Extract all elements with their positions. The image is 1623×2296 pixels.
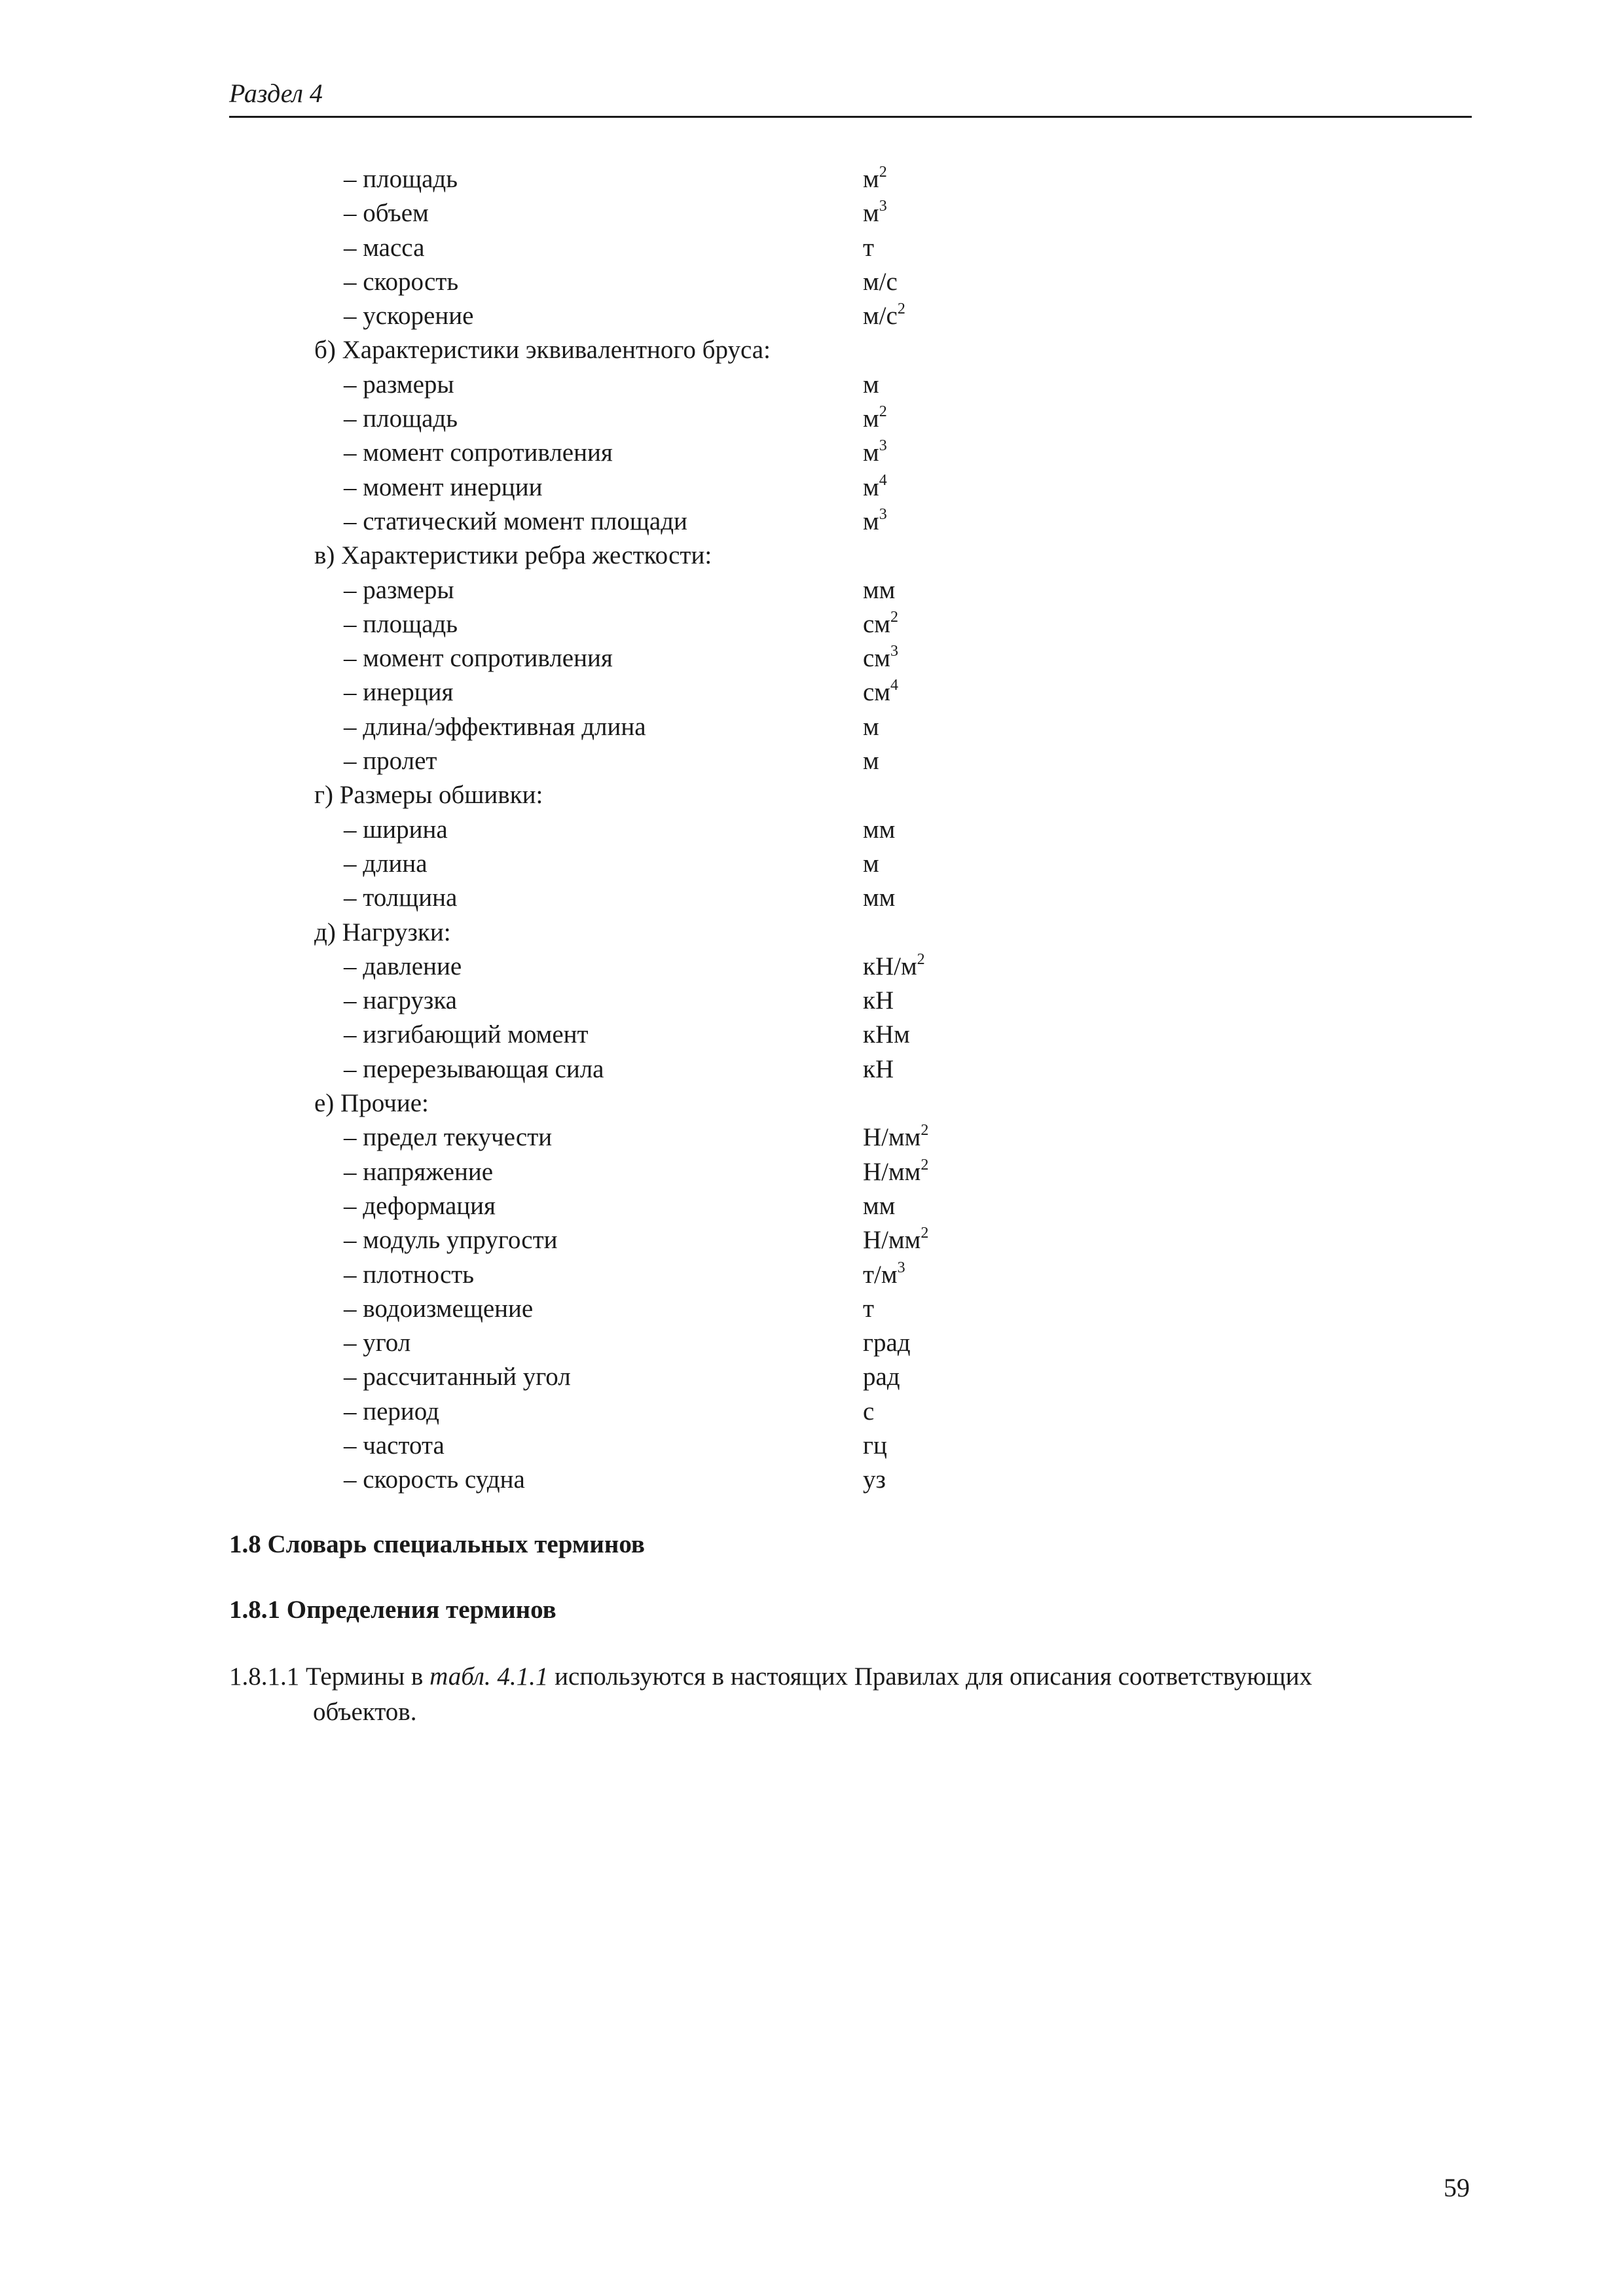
unit-row — [314, 641, 1427, 675]
unit-value — [863, 1292, 874, 1326]
quantity-label: – деформация — [344, 1191, 496, 1220]
unit-row — [314, 436, 1427, 470]
unit-symbol: м/с — [863, 302, 898, 331]
unit-symbol: см — [863, 609, 890, 638]
unit-value — [863, 162, 887, 196]
unit-symbol: кН/м — [863, 952, 917, 980]
quantity-label: – объем — [344, 199, 429, 228]
group-label: г) Размеры обшивки: — [314, 781, 543, 810]
unit-row — [314, 675, 1427, 709]
group-label: е) Прочие: — [314, 1089, 429, 1118]
unit-row — [314, 984, 1427, 1018]
unit-row — [314, 196, 1427, 230]
unit-row — [314, 505, 1427, 539]
unit-row — [314, 265, 1427, 299]
unit-row — [314, 299, 1427, 333]
unit-value — [863, 1326, 911, 1360]
unit-value — [863, 231, 874, 265]
quantity-label: – ширина — [344, 815, 448, 844]
unit-symbol: кН — [863, 986, 894, 1015]
unit-row — [314, 573, 1427, 607]
unit-value — [863, 744, 879, 778]
unit-value — [863, 1429, 887, 1463]
unit-value — [863, 196, 887, 230]
unit-exponent: 2 — [897, 300, 905, 318]
unit-value — [863, 573, 895, 607]
unit-symbol: уз — [863, 1465, 886, 1494]
unit-row — [314, 1429, 1427, 1463]
unit-value — [863, 1223, 928, 1257]
unit-value — [863, 1189, 895, 1223]
group-label: б) Характеристики эквивалентного бруса: — [314, 336, 771, 365]
unit-symbol: см — [863, 644, 890, 673]
quantity-label: – площадь — [344, 404, 458, 433]
unit-symbol: Н/мм — [863, 1157, 921, 1186]
unit-exponent: 4 — [890, 677, 898, 694]
quantity-label: – площадь — [344, 609, 458, 638]
unit-exponent: 2 — [921, 1225, 929, 1242]
quantity-label: – толщина — [344, 884, 458, 912]
quantity-label: – длина/эффективная длина — [344, 712, 646, 741]
group-label: д) Нагрузки: — [314, 918, 451, 946]
unit-value — [863, 505, 887, 539]
quantity-label: – размеры — [344, 575, 454, 604]
unit-symbol: м — [863, 165, 879, 193]
paragraph-text-before: Термины в — [299, 1662, 430, 1691]
unit-value — [863, 368, 879, 402]
unit-symbol: м — [863, 404, 879, 433]
unit-symbol: мм — [863, 815, 896, 844]
unit-row — [314, 950, 1427, 984]
unit-symbol: м — [863, 439, 879, 467]
quantity-label: – рассчитанный угол — [344, 1363, 571, 1391]
unit-row — [314, 1326, 1427, 1360]
unit-row — [314, 847, 1427, 881]
unit-value — [863, 984, 894, 1018]
unit-row — [314, 1463, 1427, 1497]
quantity-label: – ускорение — [344, 302, 474, 331]
unit-exponent: 2 — [917, 950, 925, 968]
section-header: Раздел 4 — [229, 79, 323, 108]
unit-symbol: Н/мм — [863, 1123, 921, 1152]
unit-symbol: м — [863, 507, 879, 535]
unit-symbol: рад — [863, 1363, 900, 1391]
paragraph-number: 1.8.1.1 — [229, 1662, 300, 1691]
unit-value — [863, 299, 905, 333]
unit-value — [863, 1258, 905, 1292]
unit-symbol: т — [863, 233, 875, 262]
unit-value — [863, 1052, 894, 1086]
quantity-label: – длина — [344, 849, 428, 878]
unit-row — [314, 1052, 1427, 1086]
unit-row — [314, 402, 1427, 436]
unit-row — [314, 1155, 1427, 1189]
unit-symbol: Н/мм — [863, 1226, 921, 1255]
paragraph-line-2: объектов. — [313, 1698, 417, 1726]
unit-symbol: м — [863, 199, 879, 228]
unit-value — [863, 1121, 928, 1155]
quantity-label: – момент сопротивления — [344, 439, 613, 467]
unit-row — [314, 368, 1427, 402]
unit-symbol: т/м — [863, 1260, 898, 1289]
group-label: в) Характеристики ребра жесткости: — [314, 541, 712, 570]
unit-value — [863, 813, 895, 847]
group-heading — [314, 916, 1427, 950]
paragraph-text-after: используются в настоящих Правилах для описания соответствующих — [548, 1662, 1313, 1691]
table-reference-link[interactable]: табл. 4.1.1 — [429, 1662, 549, 1691]
unit-symbol: м — [863, 370, 879, 399]
quantity-label: – момент инерции — [344, 473, 543, 501]
unit-value — [863, 847, 879, 881]
unit-value — [863, 950, 925, 984]
unit-symbol: м — [863, 712, 879, 741]
unit-row — [314, 710, 1427, 744]
paragraph-1-8-1-1 — [229, 1659, 1472, 1730]
group-heading — [314, 539, 1427, 573]
unit-value — [863, 471, 887, 505]
unit-symbol: мм — [863, 884, 896, 912]
unit-symbol: гц — [863, 1431, 887, 1460]
quantity-label: – перерезывающая сила — [344, 1054, 604, 1083]
group-heading — [314, 778, 1427, 812]
quantity-label: – инерция — [344, 678, 454, 707]
unit-value — [863, 607, 898, 641]
unit-symbol: м — [863, 747, 879, 776]
unit-exponent: 3 — [879, 437, 887, 455]
quantity-label: – скорость судна — [344, 1465, 525, 1494]
quantity-label: – плотность — [344, 1260, 475, 1289]
unit-symbol: с — [863, 1397, 875, 1426]
unit-exponent: 4 — [879, 471, 887, 489]
quantity-label: – давление — [344, 952, 462, 980]
unit-row — [314, 813, 1427, 847]
quantity-label: – частота — [344, 1431, 445, 1460]
unit-symbol: мм — [863, 1191, 896, 1220]
unit-value — [863, 1395, 874, 1429]
unit-value — [863, 1155, 928, 1189]
quantity-label: – изгибающий момент — [344, 1020, 589, 1049]
page-number: 59 — [1444, 2173, 1470, 2202]
unit-row — [314, 744, 1427, 778]
unit-exponent: 2 — [921, 1156, 929, 1174]
section-title-1-8: 1.8 Словарь специальных терминов — [229, 1530, 645, 1558]
quantity-label: – момент сопротивления — [344, 644, 613, 673]
unit-value — [863, 641, 898, 675]
unit-value — [863, 1018, 910, 1052]
quantity-label: – напряжение — [344, 1157, 494, 1186]
unit-value — [863, 265, 898, 299]
quantity-label: – размеры — [344, 370, 454, 399]
unit-row — [314, 1189, 1427, 1223]
quantity-label: – скорость — [344, 267, 459, 296]
unit-value — [863, 1360, 900, 1394]
group-heading — [314, 333, 1427, 367]
unit-row — [314, 1292, 1427, 1326]
unit-row — [314, 1018, 1427, 1052]
units-list — [314, 162, 1427, 1498]
unit-exponent: 3 — [879, 505, 887, 523]
unit-row — [314, 881, 1427, 915]
unit-row — [314, 231, 1427, 265]
unit-symbol: м — [863, 849, 879, 878]
unit-exponent: 3 — [890, 643, 898, 660]
unit-symbol: см — [863, 678, 890, 707]
unit-value — [863, 710, 879, 744]
unit-symbol: т — [863, 1294, 875, 1323]
unit-symbol: мм — [863, 575, 896, 604]
quantity-label: – пролет — [344, 747, 437, 776]
unit-exponent: 2 — [890, 608, 898, 626]
unit-symbol: град — [863, 1329, 911, 1357]
unit-row — [314, 1395, 1427, 1429]
quantity-label: – статический момент площади — [344, 507, 687, 535]
quantity-label: – угол — [344, 1329, 411, 1357]
unit-symbol: кНм — [863, 1020, 910, 1049]
quantity-label: – период — [344, 1397, 440, 1426]
unit-value — [863, 881, 895, 915]
quantity-label: – предел текучести — [344, 1123, 553, 1152]
unit-exponent: 2 — [879, 403, 887, 421]
unit-value — [863, 436, 887, 470]
unit-row — [314, 607, 1427, 641]
unit-exponent: 3 — [879, 198, 887, 215]
group-heading — [314, 1086, 1427, 1121]
unit-value — [863, 402, 887, 436]
unit-symbol: кН — [863, 1054, 894, 1083]
quantity-label: – нагрузка — [344, 986, 457, 1015]
unit-row — [314, 1223, 1427, 1257]
unit-symbol: м — [863, 473, 879, 501]
quantity-label: – масса — [344, 233, 425, 262]
unit-row — [314, 471, 1427, 505]
unit-exponent: 2 — [879, 164, 887, 181]
unit-row — [314, 162, 1427, 196]
header-rule — [229, 116, 1472, 118]
quantity-label: – модуль упругости — [344, 1226, 558, 1255]
section-title-1-8-1: 1.8.1 Определения терминов — [229, 1596, 556, 1624]
quantity-label: – площадь — [344, 165, 458, 193]
unit-value — [863, 1463, 886, 1497]
unit-row — [314, 1360, 1427, 1394]
unit-exponent: 2 — [921, 1122, 929, 1139]
unit-row — [314, 1258, 1427, 1292]
unit-value — [863, 675, 898, 709]
unit-row — [314, 1121, 1427, 1155]
quantity-label: – водоизмещение — [344, 1294, 534, 1323]
unit-symbol: м/с — [863, 267, 898, 296]
unit-exponent: 3 — [897, 1259, 905, 1276]
